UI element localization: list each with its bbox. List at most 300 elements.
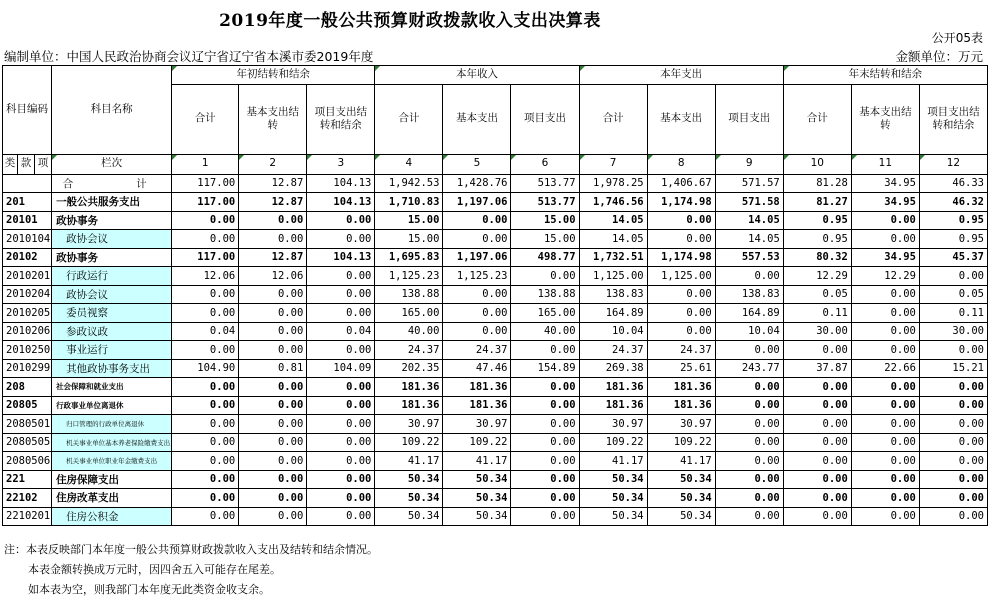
row-value: 81.27	[783, 193, 851, 212]
column-number: 5	[443, 154, 511, 174]
row-value: 0.00	[647, 322, 715, 341]
row-value: 50.34	[443, 470, 511, 489]
row-value: 1,942.53	[375, 174, 443, 193]
row-value: 154.89	[511, 359, 579, 378]
row-value: 1,197.06	[443, 248, 511, 267]
row-value: 164.89	[579, 304, 647, 323]
column-number: 3	[307, 154, 375, 174]
row-value: 0.00	[715, 507, 783, 526]
row-subject-code: 20805	[3, 396, 52, 415]
row-value: 15.00	[511, 230, 579, 249]
row-value: 513.77	[511, 174, 579, 193]
row-value: 41.17	[647, 452, 715, 471]
row-subject-name: 政协会议	[52, 285, 172, 304]
row-value: 0.00	[307, 507, 375, 526]
row-value: 571.57	[715, 174, 783, 193]
row-value: 571.58	[715, 193, 783, 212]
table-row	[3, 285, 988, 304]
table-row	[3, 359, 988, 378]
row-value: 0.00	[647, 285, 715, 304]
row-value: 22.66	[851, 359, 919, 378]
row-value: 14.05	[579, 230, 647, 249]
header-sub-9: 项目支出	[715, 84, 783, 154]
table-row	[3, 396, 988, 415]
row-value: 165.00	[511, 304, 579, 323]
row-value: 0.00	[511, 452, 579, 471]
row-value: 109.22	[579, 433, 647, 452]
row-value: 0.00	[919, 507, 987, 526]
row-value: 202.35	[375, 359, 443, 378]
row-value: 1,695.83	[375, 248, 443, 267]
row-value: 0.00	[647, 211, 715, 230]
row-value: 104.90	[172, 359, 239, 378]
row-value: 0.00	[511, 267, 579, 286]
row-value: 0.00	[783, 433, 851, 452]
row-value: 0.95	[783, 211, 851, 230]
table-notes	[4, 540, 378, 598]
table-row	[3, 452, 988, 471]
row-value: 109.22	[443, 433, 511, 452]
row-value: 1,732.51	[579, 248, 647, 267]
row-value: 0.00	[307, 396, 375, 415]
row-value: 50.34	[443, 489, 511, 508]
row-value: 47.46	[443, 359, 511, 378]
row-value: 0.00	[443, 230, 511, 249]
row-subject-code: 2010250	[3, 341, 52, 360]
row-value: 0.00	[172, 507, 239, 526]
row-value: 0.00	[239, 378, 307, 397]
row-value: 0.00	[715, 341, 783, 360]
row-value: 0.00	[172, 415, 239, 434]
row-value: 0.00	[783, 489, 851, 508]
row-value: 0.00	[715, 452, 783, 471]
row-value: 243.77	[715, 359, 783, 378]
note-1: 注：本表反映部门本年度一般公共预算财政拨款收入支出及结转和结余情况。	[4, 543, 378, 556]
row-value: 0.00	[851, 452, 919, 471]
row-value: 30.97	[375, 415, 443, 434]
row-value: 1,125.00	[579, 267, 647, 286]
row-value: 0.00	[511, 507, 579, 526]
row-value: 0.00	[239, 470, 307, 489]
column-number: 1	[172, 154, 239, 174]
table-row	[3, 470, 988, 489]
row-subject-name: 住房公积金	[52, 507, 172, 526]
row-subject-code: 2080501	[3, 415, 52, 434]
report-title: 2019年度一般公共预算财政拨款收入支出决算表	[219, 11, 601, 31]
row-subject-name: 行政运行	[52, 267, 172, 286]
row-value: 0.05	[783, 285, 851, 304]
row-value: 0.00	[307, 378, 375, 397]
row-value: 0.00	[919, 267, 987, 286]
row-value: 0.00	[783, 341, 851, 360]
row-value: 12.87	[239, 174, 307, 193]
row-value: 25.61	[647, 359, 715, 378]
row-value: 15.21	[919, 359, 987, 378]
row-subject-code: 2010204	[3, 285, 52, 304]
row-value: 0.00	[443, 211, 511, 230]
row-value: 0.00	[172, 378, 239, 397]
row-value: 0.00	[511, 470, 579, 489]
row-value: 0.00	[307, 415, 375, 434]
row-value: 0.05	[919, 285, 987, 304]
row-value: 0.00	[172, 470, 239, 489]
row-value: 1,174.98	[647, 193, 715, 212]
row-value: 10.04	[579, 322, 647, 341]
row-value: 30.00	[919, 322, 987, 341]
row-value: 0.00	[511, 489, 579, 508]
row-value: 0.00	[919, 489, 987, 508]
row-value: 41.17	[375, 452, 443, 471]
row-value: 30.97	[579, 415, 647, 434]
row-value: 45.37	[919, 248, 987, 267]
row-value: 24.37	[375, 341, 443, 360]
row-value: 0.00	[919, 378, 987, 397]
row-value: 0.00	[172, 341, 239, 360]
header-xiang: 项	[35, 154, 52, 174]
row-value: 181.36	[443, 396, 511, 415]
column-number: 7	[579, 154, 647, 174]
row-value: 15.00	[375, 230, 443, 249]
row-value: 0.00	[715, 378, 783, 397]
row-subject-code: 22102	[3, 489, 52, 508]
row-value: 0.00	[715, 489, 783, 508]
row-value: 1,197.06	[443, 193, 511, 212]
row-value: 34.95	[851, 174, 919, 193]
row-value: 12.06	[239, 267, 307, 286]
row-value: 0.00	[307, 267, 375, 286]
row-value: 12.29	[783, 267, 851, 286]
row-value: 50.34	[647, 489, 715, 508]
row-value: 181.36	[443, 378, 511, 397]
table-row	[3, 378, 988, 397]
row-value: 0.00	[511, 415, 579, 434]
row-value: 50.34	[443, 507, 511, 526]
row-value: 24.37	[579, 341, 647, 360]
row-value: 10.04	[715, 322, 783, 341]
row-value: 46.33	[919, 174, 987, 193]
row-value: 0.00	[851, 378, 919, 397]
row-value: 0.00	[851, 433, 919, 452]
row-value: 0.00	[851, 304, 919, 323]
note-2: 本表金额转换成万元时，因四舍五入可能存在尾差。	[28, 563, 281, 576]
row-value: 12.06	[172, 267, 239, 286]
table-row	[3, 415, 988, 434]
row-value: 80.32	[783, 248, 851, 267]
row-value: 30.97	[647, 415, 715, 434]
budget-table	[2, 65, 988, 526]
compiling-unit: 编制单位：中国人民政治协商会议辽宁省辽宁省本溪市委2019年度	[4, 49, 374, 64]
row-subject-name: 合 计	[52, 174, 172, 193]
row-value: 117.00	[172, 174, 239, 193]
column-number: 2	[239, 154, 307, 174]
header-sub-10: 合计	[783, 84, 851, 154]
table-row	[3, 507, 988, 526]
table-row	[3, 322, 988, 341]
row-subject-name: 住房改革支出	[52, 489, 172, 508]
row-value: 0.00	[715, 433, 783, 452]
row-value: 0.00	[851, 211, 919, 230]
header-sub-5: 基本支出	[443, 84, 511, 154]
column-number: 12	[919, 154, 987, 174]
row-value: 1,978.25	[579, 174, 647, 193]
header-group-expense: 本年支出	[579, 66, 783, 85]
row-value: 0.00	[851, 322, 919, 341]
row-value: 0.00	[783, 415, 851, 434]
row-value: 24.37	[443, 341, 511, 360]
row-value: 50.34	[579, 470, 647, 489]
row-value: 46.32	[919, 193, 987, 212]
table-row	[3, 230, 988, 249]
row-value: 0.00	[511, 341, 579, 360]
row-value: 81.28	[783, 174, 851, 193]
row-value: 138.88	[511, 285, 579, 304]
row-value: 138.88	[375, 285, 443, 304]
row-value: 24.37	[647, 341, 715, 360]
row-value: 1,406.67	[647, 174, 715, 193]
row-value: 0.00	[307, 470, 375, 489]
row-value: 50.34	[579, 489, 647, 508]
header-lei: 类	[3, 154, 18, 174]
row-value: 40.00	[511, 322, 579, 341]
row-subject-name: 机关事业单位基本养老保险缴费支出	[52, 433, 172, 452]
row-subject-code: 20102	[3, 248, 52, 267]
row-value: 269.38	[579, 359, 647, 378]
row-value: 0.00	[783, 378, 851, 397]
row-value: 0.00	[511, 433, 579, 452]
row-subject-name: 参政议政	[52, 322, 172, 341]
row-value: 0.00	[443, 285, 511, 304]
column-number: 9	[715, 154, 783, 174]
row-value: 14.05	[715, 230, 783, 249]
row-value: 50.34	[647, 507, 715, 526]
row-value: 1,428.76	[443, 174, 511, 193]
row-value: 34.95	[851, 248, 919, 267]
row-value: 1,125.00	[647, 267, 715, 286]
table-row	[3, 433, 988, 452]
header-sub-1: 合计	[172, 84, 239, 154]
row-value: 117.00	[172, 248, 239, 267]
row-subject-name: 委员视察	[52, 304, 172, 323]
row-value: 0.00	[172, 304, 239, 323]
row-value: 0.00	[239, 507, 307, 526]
row-value: 0.00	[239, 304, 307, 323]
row-value: 0.00	[307, 285, 375, 304]
row-value: 104.13	[307, 193, 375, 212]
row-value: 1,746.56	[579, 193, 647, 212]
row-value: 165.00	[375, 304, 443, 323]
row-subject-code: 221	[3, 470, 52, 489]
row-value: 41.17	[443, 452, 511, 471]
row-value: 0.00	[919, 452, 987, 471]
row-value: 0.11	[919, 304, 987, 323]
row-value: 0.00	[239, 211, 307, 230]
row-value: 0.00	[239, 433, 307, 452]
table-row	[3, 211, 988, 230]
row-value: 0.00	[172, 452, 239, 471]
row-value: 12.29	[851, 267, 919, 286]
row-subject-name: 行政事业单位离退休	[52, 396, 172, 415]
table-row	[3, 174, 988, 193]
row-value: 181.36	[579, 396, 647, 415]
row-value: 14.05	[579, 211, 647, 230]
row-subject-code: 2010205	[3, 304, 52, 323]
row-subject-name: 一般公共服务支出	[52, 193, 172, 212]
row-subject-code: 2010206	[3, 322, 52, 341]
row-value: 181.36	[647, 396, 715, 415]
header-sub-2: 基本支出结转	[239, 84, 307, 154]
header-group-opening: 年初结转和结余	[172, 66, 375, 85]
row-value: 34.95	[851, 193, 919, 212]
row-value: 50.34	[375, 489, 443, 508]
row-value: 14.05	[715, 211, 783, 230]
row-value: 0.00	[172, 230, 239, 249]
row-subject-name: 机关事业单位职业年金缴费支出	[52, 452, 172, 471]
row-value: 0.00	[715, 415, 783, 434]
row-value: 0.00	[851, 470, 919, 489]
row-value: 0.00	[307, 230, 375, 249]
row-value: 0.00	[172, 285, 239, 304]
row-subject-code: 2010299	[3, 359, 52, 378]
row-subject-code: 208	[3, 378, 52, 397]
row-subject-code	[3, 174, 52, 193]
header-subject-name: 科目名称	[52, 66, 172, 155]
row-value: 30.97	[443, 415, 511, 434]
table-row	[3, 341, 988, 360]
row-subject-name: 社会保障和就业支出	[52, 378, 172, 397]
column-number: 4	[375, 154, 443, 174]
row-value: 12.87	[239, 248, 307, 267]
row-value: 0.00	[851, 341, 919, 360]
header-sub-12: 项目支出结转和结余	[919, 84, 987, 154]
header-sub-11: 基本支出结转	[851, 84, 919, 154]
row-value: 138.83	[715, 285, 783, 304]
row-value: 0.00	[239, 341, 307, 360]
row-value: 0.00	[239, 452, 307, 471]
row-value: 50.34	[579, 507, 647, 526]
row-subject-name: 政协事务	[52, 248, 172, 267]
row-value: 50.34	[647, 470, 715, 489]
row-value: 0.11	[783, 304, 851, 323]
header-sub-3: 项目支出结转和结余	[307, 84, 375, 154]
row-value: 109.22	[375, 433, 443, 452]
row-subject-code: 2080506	[3, 452, 52, 471]
row-value: 15.00	[375, 211, 443, 230]
row-value: 15.00	[511, 211, 579, 230]
row-value: 104.13	[307, 248, 375, 267]
row-value: 0.00	[919, 396, 987, 415]
row-value: 0.04	[172, 322, 239, 341]
row-value: 557.53	[715, 248, 783, 267]
header-sub-6: 项目支出	[511, 84, 579, 154]
row-value: 181.36	[375, 396, 443, 415]
row-value: 181.36	[375, 378, 443, 397]
table-row	[3, 193, 988, 212]
row-subject-code: 201	[3, 193, 52, 212]
row-value: 0.00	[239, 415, 307, 434]
row-value: 0.00	[851, 507, 919, 526]
row-value: 0.00	[239, 285, 307, 304]
row-value: 0.00	[715, 396, 783, 415]
row-value: 37.87	[783, 359, 851, 378]
row-value: 0.00	[172, 433, 239, 452]
row-subject-code: 2210201	[3, 507, 52, 526]
row-value: 0.00	[239, 489, 307, 508]
header-column-label: 栏次	[52, 154, 172, 174]
header-sub-7: 合计	[579, 84, 647, 154]
row-value: 0.00	[307, 211, 375, 230]
row-value: 30.00	[783, 322, 851, 341]
row-value: 1,125.23	[443, 267, 511, 286]
header-group-income: 本年收入	[375, 66, 579, 85]
row-subject-name: 其他政协事务支出	[52, 359, 172, 378]
row-subject-name: 事业运行	[52, 341, 172, 360]
column-number: 6	[511, 154, 579, 174]
row-value: 513.77	[511, 193, 579, 212]
row-value: 0.00	[172, 489, 239, 508]
row-subject-code: 2010201	[3, 267, 52, 286]
row-value: 0.00	[511, 396, 579, 415]
row-value: 0.00	[307, 452, 375, 471]
table-row	[3, 489, 988, 508]
row-value: 0.00	[511, 378, 579, 397]
row-value: 0.00	[919, 433, 987, 452]
row-subject-code: 2080505	[3, 433, 52, 452]
row-value: 0.00	[783, 396, 851, 415]
row-value: 0.00	[172, 396, 239, 415]
row-value: 0.00	[851, 230, 919, 249]
row-value: 0.00	[851, 396, 919, 415]
row-subject-code: 20101	[3, 211, 52, 230]
column-number: 11	[851, 154, 919, 174]
header-kuan: 款	[18, 154, 35, 174]
row-value: 0.00	[851, 489, 919, 508]
header-group-closing: 年末结转和结余	[783, 66, 987, 85]
row-value: 0.00	[239, 396, 307, 415]
table-row	[3, 267, 988, 286]
row-value: 50.34	[375, 507, 443, 526]
row-subject-name: 住房保障支出	[52, 470, 172, 489]
row-value: 498.77	[511, 248, 579, 267]
row-value: 0.00	[783, 452, 851, 471]
row-value: 0.00	[919, 415, 987, 434]
row-value: 0.00	[783, 470, 851, 489]
form-code: 公开05表	[931, 31, 983, 45]
row-value: 0.00	[239, 230, 307, 249]
row-value: 0.00	[307, 341, 375, 360]
column-number: 10	[783, 154, 851, 174]
row-value: 0.00	[307, 304, 375, 323]
column-number: 8	[647, 154, 715, 174]
row-value: 0.00	[172, 211, 239, 230]
row-value: 138.83	[579, 285, 647, 304]
row-value: 0.00	[307, 489, 375, 508]
row-value: 0.00	[715, 267, 783, 286]
row-value: 1,174.98	[647, 248, 715, 267]
row-subject-name: 政协会议	[52, 230, 172, 249]
table-row	[3, 248, 988, 267]
row-value: 0.00	[919, 470, 987, 489]
row-subject-name: 政协事务	[52, 211, 172, 230]
row-value: 117.00	[172, 193, 239, 212]
row-value: 0.00	[647, 304, 715, 323]
row-value: 109.22	[647, 433, 715, 452]
row-value: 1,125.23	[375, 267, 443, 286]
row-value: 0.00	[239, 322, 307, 341]
row-value: 0.00	[851, 285, 919, 304]
row-value: 0.81	[239, 359, 307, 378]
row-value: 0.00	[851, 415, 919, 434]
row-value: 0.95	[783, 230, 851, 249]
